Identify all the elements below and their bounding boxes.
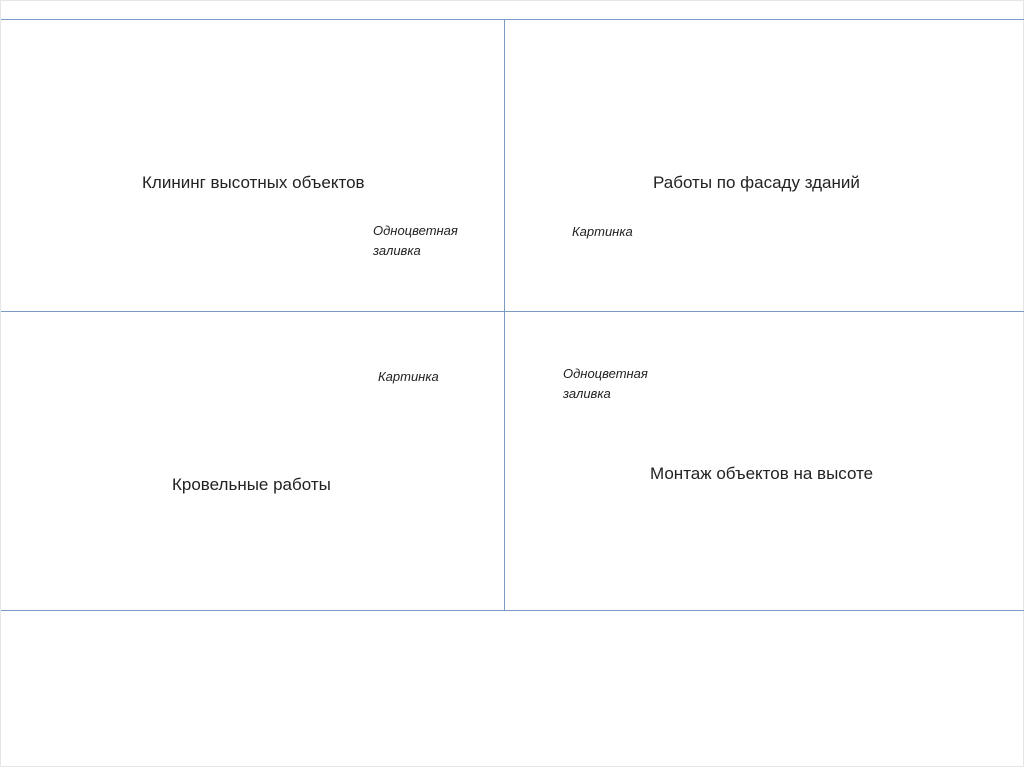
grid-line-middle (1, 311, 1024, 312)
cell-title-facade: Работы по фасаду зданий (653, 173, 860, 192)
note-line: Одноцветная (373, 223, 458, 238)
cell-note-picture-bottom-left (378, 367, 439, 387)
grid-line-bottom (1, 610, 1024, 611)
grid-line-vertical (504, 19, 505, 611)
cell-note-fill-bottom-right (563, 364, 648, 404)
note-line: Картинка (378, 369, 439, 384)
note-line: заливка (373, 243, 421, 258)
cell-title-roofing: Кровельные работы (172, 475, 331, 494)
cell-note-fill-top-left (373, 221, 458, 261)
cell-note-picture-top-right (572, 222, 633, 242)
cell-title-mounting: Монтаж объектов на высоте (650, 464, 874, 483)
grid-line-top (1, 19, 1024, 20)
note-line: Картинка (572, 224, 633, 239)
note-line: заливка (563, 386, 611, 401)
cell-title-cleaning: Клининг высотных объектов (142, 173, 365, 192)
note-line: Одноцветная (563, 366, 648, 381)
